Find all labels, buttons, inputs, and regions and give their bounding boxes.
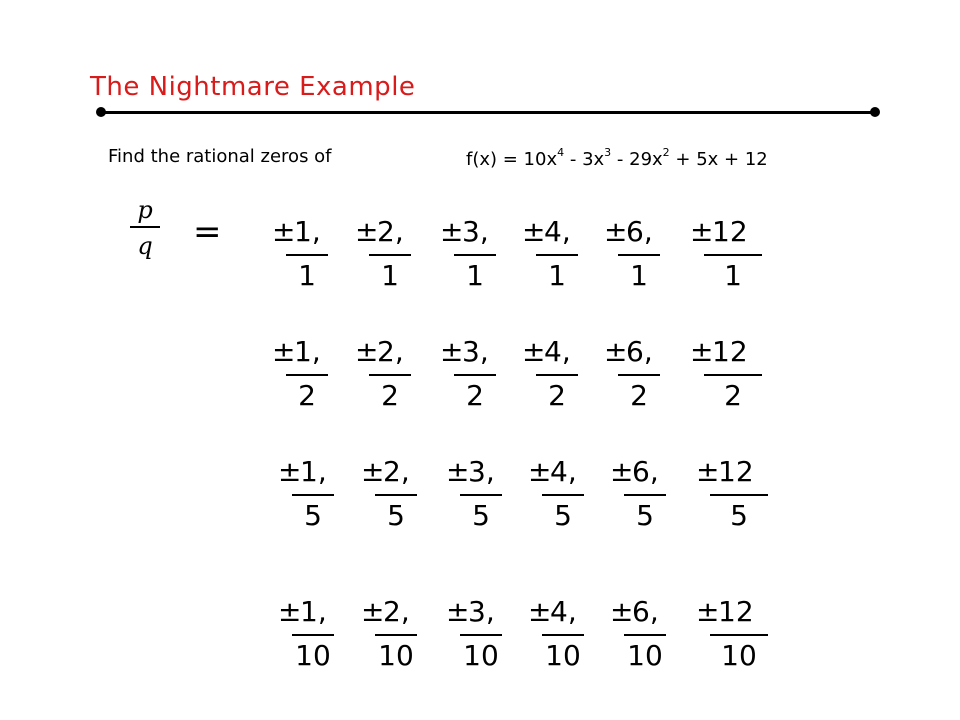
numerator-value: 1	[300, 455, 318, 488]
fraction-bar	[369, 254, 411, 256]
fraction-numerator	[272, 215, 321, 248]
rule-right-dot	[870, 107, 880, 117]
fraction-numerator	[440, 215, 489, 248]
candidate-fraction	[522, 215, 602, 295]
fraction-numerator	[604, 335, 653, 368]
exponent-4: 4	[557, 146, 565, 159]
numerator-value: 1	[300, 595, 318, 628]
numerator-value: 2	[377, 215, 395, 248]
separator-comma: ,	[400, 455, 410, 488]
numerator-value: 3	[462, 215, 480, 248]
function-term-3: - 29x	[611, 149, 663, 170]
fraction-bar	[542, 494, 584, 496]
fraction-bar	[710, 494, 768, 496]
fraction-bar	[454, 374, 496, 376]
q-symbol: q	[137, 232, 153, 260]
fraction-denominator: 5	[387, 499, 405, 532]
plus-minus-sign: ±	[604, 335, 628, 368]
numerator-value: 12	[712, 335, 748, 368]
fraction-denominator: 1	[548, 259, 566, 292]
fraction-bar	[454, 254, 496, 256]
fraction-denominator: 5	[554, 499, 572, 532]
fraction-numerator	[522, 215, 571, 248]
plus-minus-sign: ±	[610, 455, 634, 488]
fraction-bar	[536, 374, 578, 376]
fraction-row	[0, 595, 960, 675]
fraction-bar	[286, 374, 328, 376]
fraction-numerator	[690, 335, 748, 368]
numerator-value: 2	[377, 335, 395, 368]
numerator-value: 1	[294, 335, 312, 368]
numerator-value: 4	[544, 215, 562, 248]
candidate-fraction	[610, 455, 690, 535]
fraction-bar	[460, 634, 502, 636]
fraction-bar	[618, 254, 660, 256]
plus-minus-sign: ±	[690, 215, 714, 248]
fraction-numerator	[440, 335, 489, 368]
fraction-denominator: 1	[630, 259, 648, 292]
candidate-fraction	[528, 595, 608, 675]
separator-comma: ,	[567, 455, 577, 488]
separator-comma: ,	[394, 335, 404, 368]
plus-minus-sign: ±	[610, 595, 634, 628]
plus-minus-sign: ±	[355, 215, 379, 248]
fraction-bar	[375, 494, 417, 496]
fraction-row	[0, 455, 960, 535]
candidate-fraction	[278, 595, 358, 675]
candidate-fraction	[355, 215, 435, 295]
fraction-row	[0, 335, 960, 415]
separator-comma: ,	[649, 455, 659, 488]
fraction-bar	[292, 634, 334, 636]
separator-comma: ,	[643, 215, 653, 248]
candidate-fraction	[272, 215, 352, 295]
candidate-fraction	[610, 595, 690, 675]
candidate-fraction	[440, 335, 520, 415]
plus-minus-sign: ±	[440, 335, 464, 368]
slide-title: The Nightmare Example	[90, 72, 416, 102]
fraction-denominator: 5	[730, 499, 748, 532]
plus-minus-sign: ±	[440, 215, 464, 248]
fraction-denominator: 1	[381, 259, 399, 292]
fraction-bar	[542, 634, 584, 636]
candidate-fraction	[355, 335, 435, 415]
separator-comma: ,	[561, 335, 571, 368]
fraction-numerator	[361, 455, 410, 488]
exponent-3: 3	[604, 146, 612, 159]
numerator-value: 3	[468, 455, 486, 488]
fraction-denominator: 1	[466, 259, 484, 292]
fraction-denominator: 5	[304, 499, 322, 532]
fraction-numerator	[528, 455, 577, 488]
separator-comma: ,	[317, 595, 327, 628]
fraction-bar	[286, 254, 328, 256]
plus-minus-sign: ±	[696, 595, 720, 628]
fraction-bar	[460, 494, 502, 496]
fraction-numerator	[272, 335, 321, 368]
candidate-fraction	[696, 455, 776, 535]
separator-comma: ,	[485, 455, 495, 488]
fraction-bar	[375, 634, 417, 636]
numerator-value: 6	[632, 595, 650, 628]
fraction-denominator: 1	[298, 259, 316, 292]
fraction-bar	[710, 634, 768, 636]
fraction-numerator	[610, 455, 659, 488]
numerator-value: 1	[294, 215, 312, 248]
function-prefix: f(x) = 10x	[466, 149, 558, 170]
function-term-4: + 5x + 12	[669, 149, 768, 170]
candidate-fraction	[604, 335, 684, 415]
numerator-value: 3	[468, 595, 486, 628]
equals-sign: =	[193, 212, 222, 252]
separator-comma: ,	[317, 455, 327, 488]
fraction-numerator	[696, 455, 754, 488]
separator-comma: ,	[561, 215, 571, 248]
candidate-fraction	[361, 455, 441, 535]
numerator-value: 4	[550, 455, 568, 488]
numerator-value: 6	[626, 215, 644, 248]
fraction-denominator: 10	[295, 639, 331, 672]
numerator-value: 12	[718, 455, 754, 488]
title-rule	[100, 111, 875, 114]
fraction-numerator	[278, 595, 327, 628]
fraction-numerator	[278, 455, 327, 488]
candidate-fraction	[522, 335, 602, 415]
fraction-bar	[536, 254, 578, 256]
candidate-fraction	[696, 595, 776, 675]
plus-minus-sign: ±	[272, 335, 296, 368]
fraction-denominator: 10	[463, 639, 499, 672]
plus-minus-sign: ±	[522, 335, 546, 368]
fraction-denominator: 10	[545, 639, 581, 672]
candidate-fraction	[446, 595, 526, 675]
separator-comma: ,	[400, 595, 410, 628]
plus-minus-sign: ±	[278, 455, 302, 488]
p-symbol: p	[137, 196, 153, 224]
fraction-denominator: 2	[298, 379, 316, 412]
separator-comma: ,	[643, 335, 653, 368]
plus-minus-sign: ±	[528, 455, 552, 488]
fraction-denominator: 2	[630, 379, 648, 412]
separator-comma: ,	[479, 215, 489, 248]
fraction-bar	[624, 494, 666, 496]
fraction-numerator	[446, 595, 495, 628]
numerator-value: 2	[383, 455, 401, 488]
fraction-numerator	[696, 595, 754, 628]
fraction-bar	[618, 374, 660, 376]
fraction-numerator	[610, 595, 659, 628]
fraction-bar	[704, 374, 762, 376]
candidate-fraction	[361, 595, 441, 675]
numerator-value: 2	[383, 595, 401, 628]
fraction-numerator	[522, 335, 571, 368]
fraction-denominator: 10	[721, 639, 757, 672]
plus-minus-sign: ±	[361, 595, 385, 628]
plus-minus-sign: ±	[361, 455, 385, 488]
plus-minus-sign: ±	[604, 215, 628, 248]
plus-minus-sign: ±	[446, 455, 470, 488]
candidate-fraction	[446, 455, 526, 535]
fraction-denominator: 10	[627, 639, 663, 672]
prompt-text: Find the rational zeros of	[108, 146, 332, 167]
separator-comma: ,	[479, 335, 489, 368]
fraction-denominator: 1	[724, 259, 742, 292]
candidate-fraction	[690, 335, 770, 415]
plus-minus-sign: ±	[355, 335, 379, 368]
fraction-denominator: 5	[472, 499, 490, 532]
fraction-numerator	[690, 215, 748, 248]
plus-minus-sign: ±	[278, 595, 302, 628]
fraction-denominator: 10	[378, 639, 414, 672]
fraction-denominator: 2	[466, 379, 484, 412]
fraction-denominator: 2	[548, 379, 566, 412]
separator-comma: ,	[311, 215, 321, 248]
fraction-bar	[624, 634, 666, 636]
numerator-value: 12	[712, 215, 748, 248]
separator-comma: ,	[567, 595, 577, 628]
fraction-row	[0, 215, 960, 295]
numerator-value: 4	[550, 595, 568, 628]
fraction-numerator	[528, 595, 577, 628]
plus-minus-sign: ±	[446, 595, 470, 628]
plus-minus-sign: ±	[528, 595, 552, 628]
plus-minus-sign: ±	[272, 215, 296, 248]
function-expression	[466, 146, 768, 170]
separator-comma: ,	[394, 215, 404, 248]
fraction-denominator: 5	[636, 499, 654, 532]
plus-minus-sign: ±	[696, 455, 720, 488]
fraction-bar	[292, 494, 334, 496]
fraction-numerator	[355, 215, 404, 248]
candidate-fraction	[690, 215, 770, 295]
separator-comma: ,	[649, 595, 659, 628]
numerator-value: 4	[544, 335, 562, 368]
fraction-numerator	[355, 335, 404, 368]
exponent-2: 2	[662, 146, 670, 159]
numerator-value: 12	[718, 595, 754, 628]
fraction-numerator	[604, 215, 653, 248]
candidate-fraction	[278, 455, 358, 535]
plus-minus-sign: ±	[522, 215, 546, 248]
plus-minus-sign: ±	[690, 335, 714, 368]
numerator-value: 3	[462, 335, 480, 368]
candidate-fraction	[272, 335, 352, 415]
function-term-2: - 3x	[564, 149, 605, 170]
fraction-denominator: 2	[724, 379, 742, 412]
separator-comma: ,	[311, 335, 321, 368]
candidate-fraction	[604, 215, 684, 295]
fraction-numerator	[446, 455, 495, 488]
fraction-bar	[704, 254, 762, 256]
separator-comma: ,	[485, 595, 495, 628]
fraction-bar	[369, 374, 411, 376]
candidate-fraction	[528, 455, 608, 535]
fraction-numerator	[361, 595, 410, 628]
rule-left-dot	[96, 107, 106, 117]
numerator-value: 6	[632, 455, 650, 488]
numerator-value: 6	[626, 335, 644, 368]
candidate-fraction	[440, 215, 520, 295]
fraction-denominator: 2	[381, 379, 399, 412]
